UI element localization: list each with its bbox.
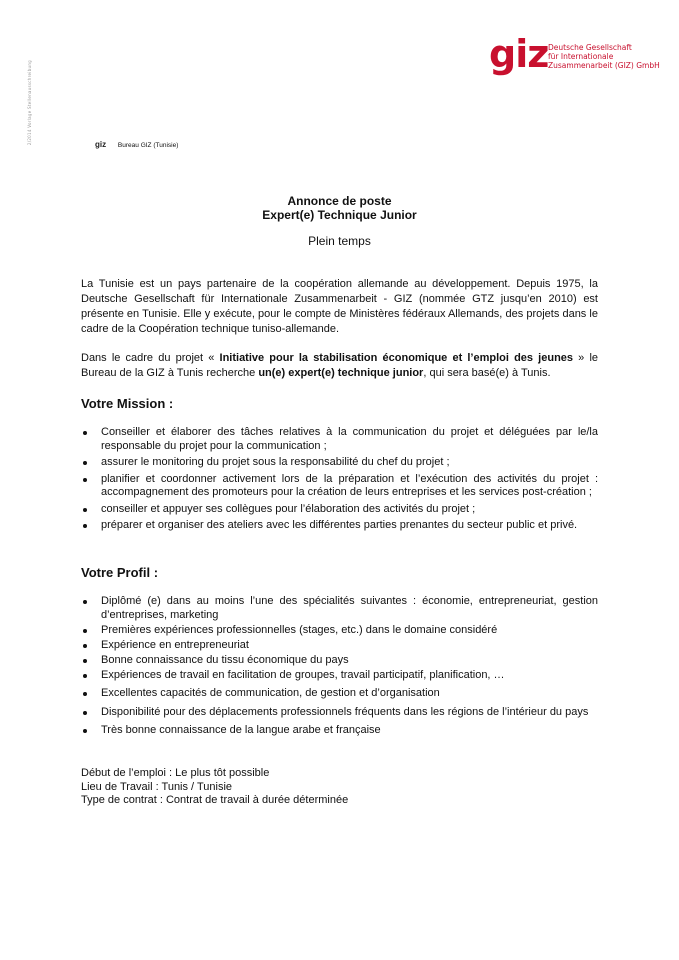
logo-line-2: für Internationale [548, 52, 614, 61]
project-text-a: Dans le cadre du projet « [81, 352, 220, 364]
logo-line-3: Zusammenarbeit (GIZ) GmbH [548, 61, 660, 70]
office-mark: giz [95, 140, 107, 149]
job-details [81, 767, 348, 808]
list-item: préparer et organiser des ateliers avec les différentes parties prenantes du secteur public et privé. [81, 519, 598, 533]
profile-heading: Votre Profil : [81, 565, 159, 580]
project-text-e: , qui sera basé(e) à Tunis. [423, 367, 551, 379]
start-date: Début de l’emploi : Le plus tôt possible [81, 767, 270, 779]
list-item: planifier et coordonner activement lors de la préparation et l’exécution des activités du projet : accompagnement des promoteurs pour la création de leurs entreprises et les services post-création ; [81, 473, 598, 500]
contract-type: Type de contrat : Contrat de travail à durée déterminée [81, 794, 349, 806]
list-item: assurer le monitoring du projet sous la responsabilité du chef du projet ; [81, 456, 598, 470]
list-item: Bonne connaissance du tissu économique du pays [81, 654, 598, 668]
list-item: Diplômé (e) dans au moins l’une des spécialités suivantes : économie, entrepreneuriat, gestion d’entreprises, marketing [81, 595, 598, 622]
mission-heading: Votre Mission : [81, 396, 174, 411]
position-title: Expert(e) Technique Junior [262, 208, 417, 222]
office-header [95, 140, 178, 149]
list-item: Expérience en entrepreneuriat [81, 639, 598, 653]
position-highlight: un(e) expert(e) technique junior [258, 367, 424, 379]
profile-list [81, 595, 598, 739]
logo-line-1: Deutsche Gesellschaft [548, 43, 632, 52]
mission-list [81, 426, 598, 536]
list-item: Disponibilité pour des déplacements professionnels fréquents dans les régions de l’intérieur du pays [81, 706, 598, 720]
project-name: Initiative pour la stabilisation économique et l’emploi des jeunes [219, 352, 574, 364]
list-item: Très bonne connaissance de la langue arabe et française [81, 724, 598, 738]
logo-mark: giz [489, 32, 549, 76]
list-item: Premières expériences professionnelles (stages, etc.) dans le domaine considéré [81, 624, 598, 638]
project-paragraph [81, 351, 598, 381]
side-note: 2/2014 Vorlage Stellenausschreibung [27, 60, 32, 146]
work-location: Lieu de Travail : Tunis / Tunisie [81, 780, 233, 793]
intro-paragraph: La Tunisie est un pays partenaire de la coopération allemande au développement. Depuis 1975, la Deutsche Gesellschaft für Internationale Zusammenarbeit - GIZ (nommée GTZ jusqu’en 2010) est présente en Tunisie. Elle y exécute, pour le compte de Ministères fédéraux Allemands, des projets dans le cadre de la Coopération technique tuniso-allemande. [81, 278, 598, 335]
employment-type: Plein temps [308, 234, 371, 248]
project-text-c: » le Bureau de la GIZ à Tunis recherche [81, 352, 599, 379]
office-name: Bureau GIZ (Tunisie) [117, 142, 179, 149]
announcement-title: Annonce de poste [287, 194, 392, 208]
logo-text [548, 43, 660, 70]
list-item: Expériences de travail en facilitation de groupes, travail participatif, planification, … [81, 669, 598, 683]
list-item: Excellentes capacités de communication, de gestion et d’organisation [81, 687, 598, 701]
list-item: Conseiller et élaborer des tâches relatives à la communication du projet et déléguées par le/la responsable du projet pour la communication ; [81, 426, 598, 453]
list-item: conseiller et appuyer ses collègues pour l’élaboration des activités du projet ; [81, 503, 598, 517]
